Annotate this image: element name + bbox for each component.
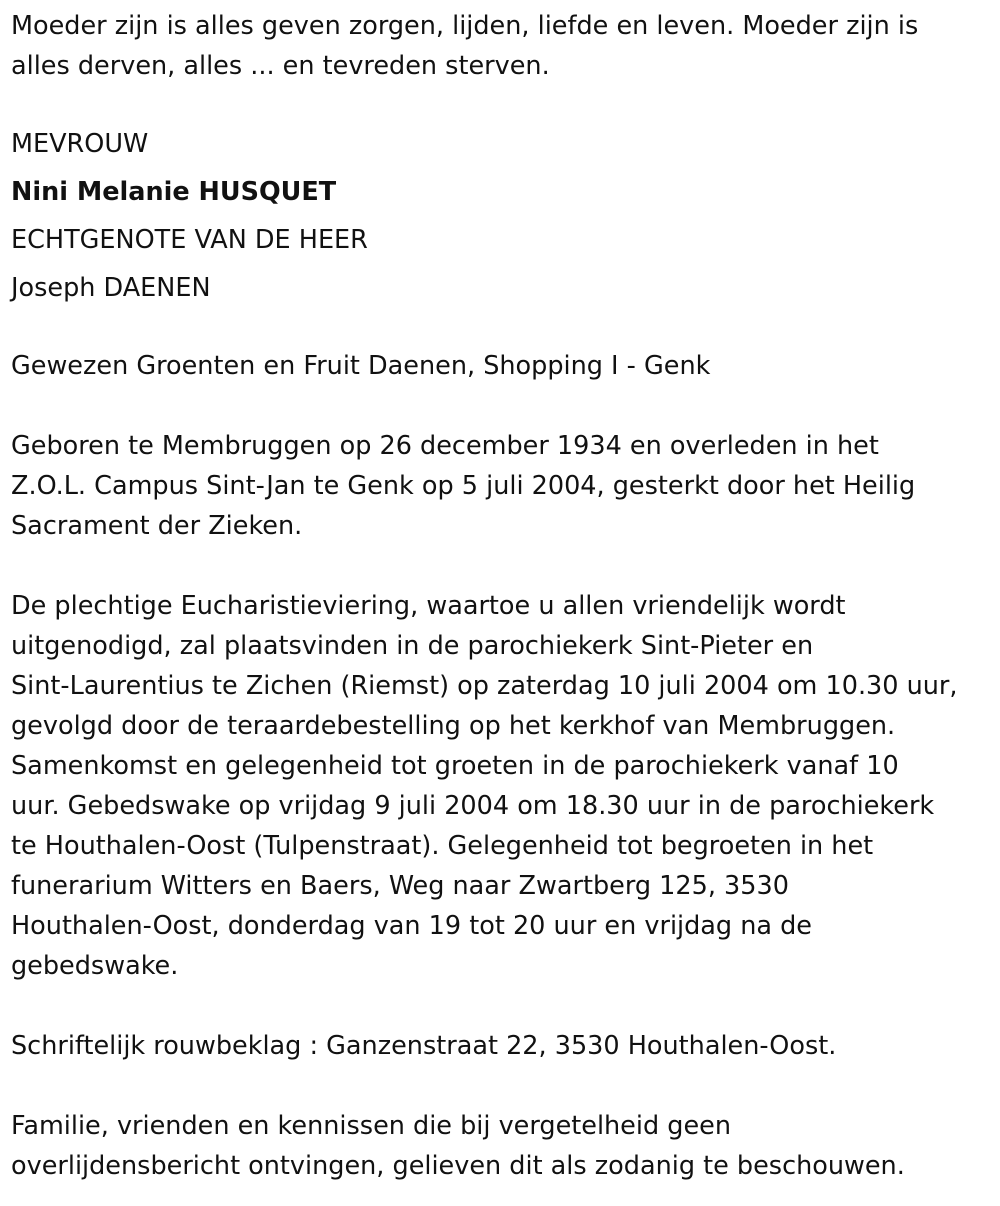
birth-death-line: Sacrament der Zieken. — [11, 511, 303, 541]
deceased-name: Nini Melanie HUSQUET — [11, 177, 337, 207]
birth-death-block — [11, 426, 994, 546]
ceremony-line: gevolgd door de teraardebestelling op het kerkhof van Membruggen. — [11, 711, 896, 741]
ceremony-line: Samenkomst en gelegenheid tot groeten in de parochiekerk vanaf 10 — [11, 751, 899, 781]
ceremony-line: De plechtige Eucharistieviering, waartoe u allen vriendelijk wordt — [11, 591, 846, 621]
closing-line: overlijdensbericht ontvingen, gelieven dit als zodanig te beschouwen. — [11, 1151, 905, 1181]
ceremony-block — [11, 586, 994, 986]
condolence-block — [11, 1026, 994, 1066]
business-block — [11, 346, 994, 386]
ceremony-line: uur. Gebedswake op vrijdag 9 juli 2004 om 18.30 uur in de parochiekerk — [11, 791, 935, 821]
ceremony-line: Sint-Laurentius te Zichen (Riemst) op zaterdag 10 juli 2004 om 10.30 uur, — [11, 671, 958, 701]
ceremony-line: te Houthalen-Oost (Tulpenstraat). Gelegenheid tot begroeten in het — [11, 831, 874, 861]
birth-death-line: Z.O.L. Campus Sint-Jan te Genk op 5 juli 2004, gesterkt door het Heilig — [11, 471, 916, 501]
deceased-block — [11, 120, 994, 312]
deceased-relation: ECHTGENOTE VAN DE HEER — [11, 225, 368, 255]
intro-quote-line: Moeder zijn is alles geven zorgen, lijden, liefde en leven. Moeder zijn is — [11, 11, 919, 41]
closing-block — [11, 1106, 994, 1186]
deceased-title: MEVROUW — [11, 129, 149, 159]
intro-quote-line: alles derven, alles ... en tevreden sterven. — [11, 51, 550, 81]
ceremony-line: Houthalen-Oost, donderdag van 19 tot 20 uur en vrijdag na de — [11, 911, 812, 941]
business-text: Gewezen Groenten en Fruit Daenen, Shopping I - Genk — [11, 351, 711, 381]
closing-line: Familie, vrienden en kennissen die bij vergetelheid geen — [11, 1111, 731, 1141]
ceremony-line: funerarium Witters en Baers, Weg naar Zwartberg 125, 3530 — [11, 871, 789, 901]
birth-death-line: Geboren te Membruggen op 26 december 1934 en overleden in het — [11, 431, 879, 461]
intro-quote — [11, 6, 994, 86]
condolence-address: Schriftelijk rouwbeklag : Ganzenstraat 22, 3530 Houthalen-Oost. — [11, 1031, 837, 1061]
spouse-name: Joseph DAENEN — [11, 273, 211, 303]
ceremony-line: gebedswake. — [11, 951, 179, 981]
ceremony-line: uitgenodigd, zal plaatsvinden in de parochiekerk Sint-Pieter en — [11, 631, 814, 661]
